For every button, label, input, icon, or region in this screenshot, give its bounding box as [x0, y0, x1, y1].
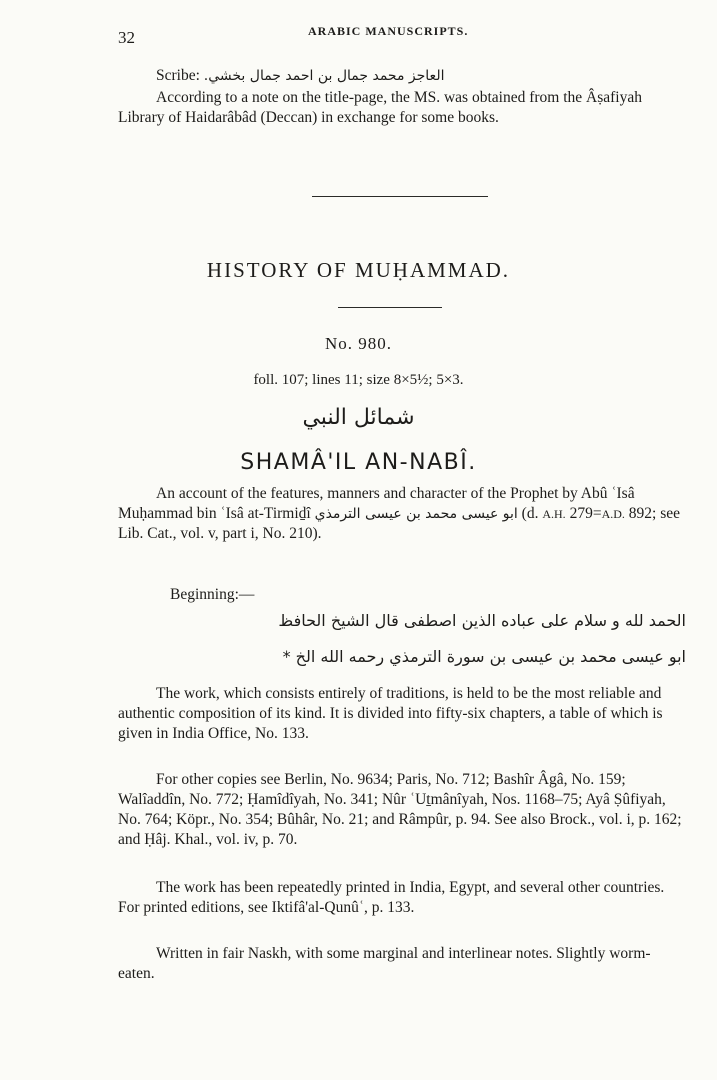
beginning-label: Beginning:—	[170, 586, 255, 603]
scribe-label: Scribe:	[156, 67, 200, 84]
scribe-arabic: العاجز محمد جمال بن احمد جمال بخشي.	[203, 68, 445, 84]
ad-abbrev: A.D.	[601, 507, 625, 521]
page-header	[118, 22, 608, 46]
copies-paragraph: For other copies see Berlin, No. 9634; Paris, No. 712; Bashîr Âgâ, No. 159; Walîaddîn, No. 772; Ḥamîdîyah, No. 341; Nûr ʿUṯmânîyah, Nos. 1168–75; Ayâ Ṣûfiyah, No. 764; Köpr., No. 354; Bûhâr, No. 21; and Râmpûr, p. 94. See also Brock., vol. i, p. 162; and Ḥâj. Khal., vol. iv, p. 70.	[118, 771, 682, 848]
description-text: An account of the features, manners and character of the Prophet by Abû ʿIsâ Muḥammad bin ʿIsâ at-Tirmiḏî	[118, 485, 635, 522]
ad-year-and-reference: 892; see Lib. Cat., vol. v, part i, No. 210).	[118, 505, 681, 542]
divider-rule	[312, 196, 488, 197]
manuscript-number: No. 980.	[324, 334, 393, 353]
section-title: HISTORY OF MUḤAMMAD.	[206, 258, 511, 282]
work-paragraph: The work, which consists entirely of traditions, is held to be the most reliable and authentic composition of its kind. It is divided into fifty-six chapters, a table of which is given in India Office, No. 133.	[118, 685, 663, 742]
provenance-note: According to a note on the title-page, the MS. was obtained from the Âṣafiyah Library of Haidarâbâd (Deccan) in exchange for some books.	[118, 89, 642, 126]
beginning-arabic-line-2: ابو عيسى محمد بن عيسى بن سورة الترمذي رحمه الله الخ *	[282, 647, 686, 666]
description-paragraph	[118, 484, 686, 544]
scribe-line	[118, 66, 686, 86]
collation-line: foll. 107; lines 11; size 8×5½; 5×3.	[253, 372, 464, 388]
printed-editions-paragraph: The work has been repeatedly printed in India, Egypt, and several other countries. For printed editions, see Iktifâ'al-Qunûʿ, p. 133.	[118, 879, 665, 916]
ah-year: 279=	[569, 505, 602, 522]
author-arabic-name: ابو عيسى محمد بن عيسى الترمذي	[314, 506, 518, 522]
script-description-paragraph: Written in fair Naskh, with some marginal and interlinear notes. Slightly worm-eaten.	[118, 945, 651, 982]
title-rule	[338, 307, 442, 308]
death-date-open: (d.	[521, 505, 539, 522]
arabic-title: شمائل النبي	[302, 405, 415, 430]
page-number: 32	[118, 28, 135, 47]
romanized-title: SHAMÂ'IL AN-NABÎ.	[240, 450, 477, 475]
ah-abbrev: A.H.	[542, 507, 566, 521]
beginning-arabic-line-1: الحمد لله و سلام على عباده الذين اصطفى قال الشيخ الحافظ	[278, 611, 686, 630]
running-head: ARABIC MANUSCRIPTS.	[308, 24, 469, 38]
